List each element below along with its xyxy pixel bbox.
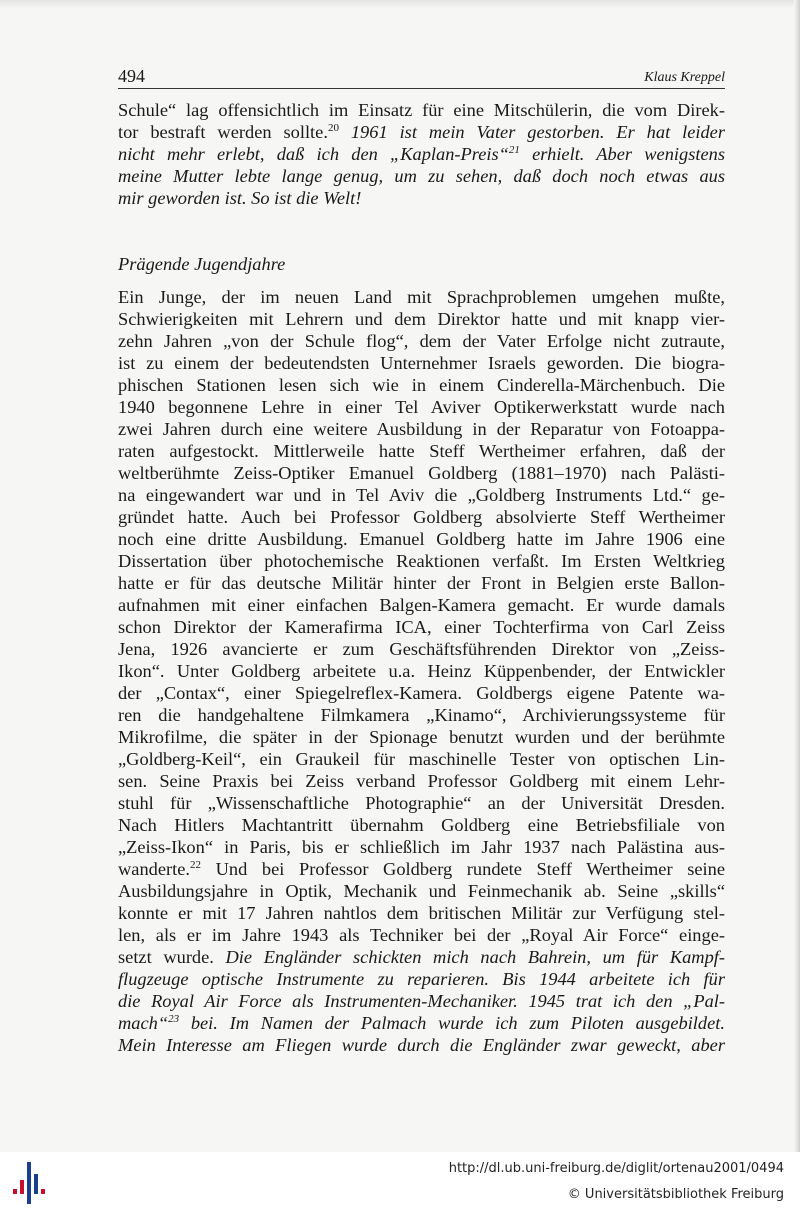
quote-text: erhielt. Aber wenigstens bbox=[519, 144, 725, 164]
source-url-link[interactable]: http://dl.ub.uni-freiburg.de/diglit/ortenau2001/0494 bbox=[448, 1161, 784, 1176]
page-header bbox=[118, 66, 725, 89]
text-run: tor bestraft werden sollte. bbox=[118, 122, 328, 142]
text-line: Mein Interesse am Fliegen wurde durch die Engländer zwar geweckt, aber bbox=[118, 1035, 725, 1055]
text-line: der „Contax“, einer Spiegelreflex-Kamera. Goldbergs eigene Patente wa- bbox=[118, 683, 725, 703]
quote-text: 1961 ist mein Vater gestorben. Er hat leider bbox=[338, 122, 726, 142]
text-line: noch eine dritte Ausbildung. Emanuel Goldberg hatte im Jahre 1906 eine bbox=[118, 529, 725, 549]
text-line: die Royal Air Force als Instrumenten-Mechaniker. 1945 trat ich den „Pal- bbox=[118, 991, 725, 1011]
text-line: Nach Hitlers Machtantritt übernahm Goldberg eine Betriebsfiliale von bbox=[118, 815, 725, 835]
text-line bbox=[118, 858, 725, 880]
text-line: Mikrofilme, die später in der Spionage benutzt wurden und der berühmte bbox=[118, 727, 725, 747]
footnote-ref-22: 22 bbox=[190, 859, 201, 871]
text-line: hatte er für das deutsche Militär hinter der Front in Belgien erste Ballon- bbox=[118, 573, 725, 593]
text-line: ist zu einem der bedeutendsten Unternehmer Israels geworden. Die biogra- bbox=[118, 353, 725, 373]
text-line: weltberühmte Zeiss-Optiker Emanuel Goldberg (1881–1970) nach Palästi- bbox=[118, 463, 725, 483]
text-lines-group bbox=[118, 286, 725, 858]
copyright-notice: © Universitätsbibliothek Freiburg bbox=[567, 1187, 784, 1202]
page-edge-shadow bbox=[794, 0, 800, 1152]
text-line: Jena, 1926 avancierte er zum Geschäftsführenden Direktor von „Zeiss- bbox=[118, 639, 725, 659]
text-line: Ein Junge, der im neuen Land mit Sprachproblemen umgehen mußte, bbox=[118, 287, 725, 307]
quote-text: bei. Im Namen der Palmach wurde ich zum Piloten ausgebildet. bbox=[179, 1013, 725, 1033]
quote-text: nicht mehr erlebt, daß ich den „Kaplan-Preis“ bbox=[118, 144, 509, 164]
text-run: Und bei Professor Goldberg rundete Steff Wertheimer seine bbox=[201, 859, 725, 879]
text-line: stuhl für „Wissenschaftliche Photographie“ an der Universität Dresden. bbox=[118, 793, 725, 813]
text-line: meine Mutter lebte lange genug, um zu sehen, daß doch noch etwas aus bbox=[118, 166, 725, 186]
paragraph-continued bbox=[118, 99, 725, 209]
footnote-ref-20: 20 bbox=[327, 122, 339, 134]
text-line: phischen Stationen lesen sich wie in einem Cinderella-Märchenbuch. Die bbox=[118, 375, 725, 395]
library-logo-icon bbox=[10, 1162, 52, 1204]
text-line: Ikon“. Unter Goldberg arbeitete u.a. Heinz Küppenbender, der Entwickler bbox=[118, 661, 725, 681]
footnote-ref-23: 23 bbox=[168, 1013, 180, 1025]
text-lines-group bbox=[118, 968, 725, 1012]
text-line: „Zeiss-Ikon“ in Paris, bis er schließlich im Jahr 1937 nach Palästina aus- bbox=[118, 837, 725, 857]
text-line: len, als er im Jahre 1943 als Techniker bei der „Royal Air Force“ einge- bbox=[118, 925, 725, 945]
text-line: zwei Jahren durch eine weitere Ausbildung in der Reparatur von Fotoappa- bbox=[118, 419, 725, 439]
text-line: gründet hatte. Auch bei Professor Goldberg absolvierte Steff Wertheimer bbox=[118, 507, 725, 527]
section-heading: Prägende Jugendjahre bbox=[118, 254, 286, 274]
text-line: Schule“ lag offensichtlich im Einsatz für eine Mitschülerin, die vom Direk- bbox=[118, 100, 725, 120]
text-run: setzt wurde. bbox=[118, 947, 226, 967]
text-line: mir geworden ist. So ist die Welt! bbox=[118, 188, 362, 208]
text-line: Schwierigkeiten mit Lehrern und dem Direktor hatte und mit knapp vier- bbox=[118, 309, 725, 329]
text-line: zehn Jahren „von der Schule flog“, dem der Vater Erfolge nicht zutraute, bbox=[118, 331, 725, 351]
page-top-shadow bbox=[0, 0, 800, 8]
text-line: sen. Seine Praxis bei Zeiss verband Professor Goldberg mit einem Lehr- bbox=[118, 771, 725, 791]
paragraph-main bbox=[118, 286, 725, 1056]
text-line: „Goldberg-Keil“, ein Graukeil für maschinelle Tester von optischen Lin- bbox=[118, 749, 725, 769]
text-line bbox=[118, 143, 725, 165]
text-line bbox=[118, 946, 725, 968]
text-line: 1940 begonnene Lehre in einer Tel Aviver Optikerwerkstatt wurde nach bbox=[118, 397, 725, 417]
quote-text: mach“ bbox=[118, 1013, 169, 1033]
text-line bbox=[118, 121, 725, 143]
text-line: konnte er mit 17 Jahren nahtlos dem britischen Militär zur Verfügung stel- bbox=[118, 903, 725, 923]
page-number: 494 bbox=[118, 66, 145, 86]
text-line: ren die handgehaltene Filmkamera „Kinamo“, Archivierungssysteme für bbox=[118, 705, 725, 725]
text-line: schon Direktor der Kamerafirma ICA, einer Tochterfirma von Carl Zeiss bbox=[118, 617, 725, 637]
text-line: aufnahmen mit einer einfachen Balgen-Kamera gemacht. Er wurde damals bbox=[118, 595, 725, 615]
text-lines-group bbox=[118, 880, 725, 946]
text-line: flugzeuge optische Instrumente zu reparieren. Bis 1944 arbeitete ich für bbox=[118, 969, 725, 989]
text-line bbox=[118, 1012, 725, 1034]
footnote-ref-21: 21 bbox=[508, 144, 520, 156]
text-line: Dissertation über photochemische Reaktionen verfaßt. Im Ersten Weltkrieg bbox=[118, 551, 725, 571]
quote-text: Die Engländer schickten mich nach Bahrein, um für Kampf- bbox=[225, 947, 725, 967]
text-run: wanderte. bbox=[118, 859, 190, 879]
running-head: Klaus Kreppel bbox=[644, 70, 725, 85]
viewer-footer bbox=[0, 1152, 800, 1212]
text-line: Ausbildungsjahre in Optik, Mechanik und Feinmechanik ab. Seine „skills“ bbox=[118, 881, 725, 901]
text-line: na eingewandert war und in Tel Aviv die „Goldberg Instruments Ltd.“ ge- bbox=[118, 485, 725, 505]
text-line: raten aufgestockt. Mittlerweile hatte Steff Wertheimer erfahren, daß der bbox=[118, 441, 725, 461]
